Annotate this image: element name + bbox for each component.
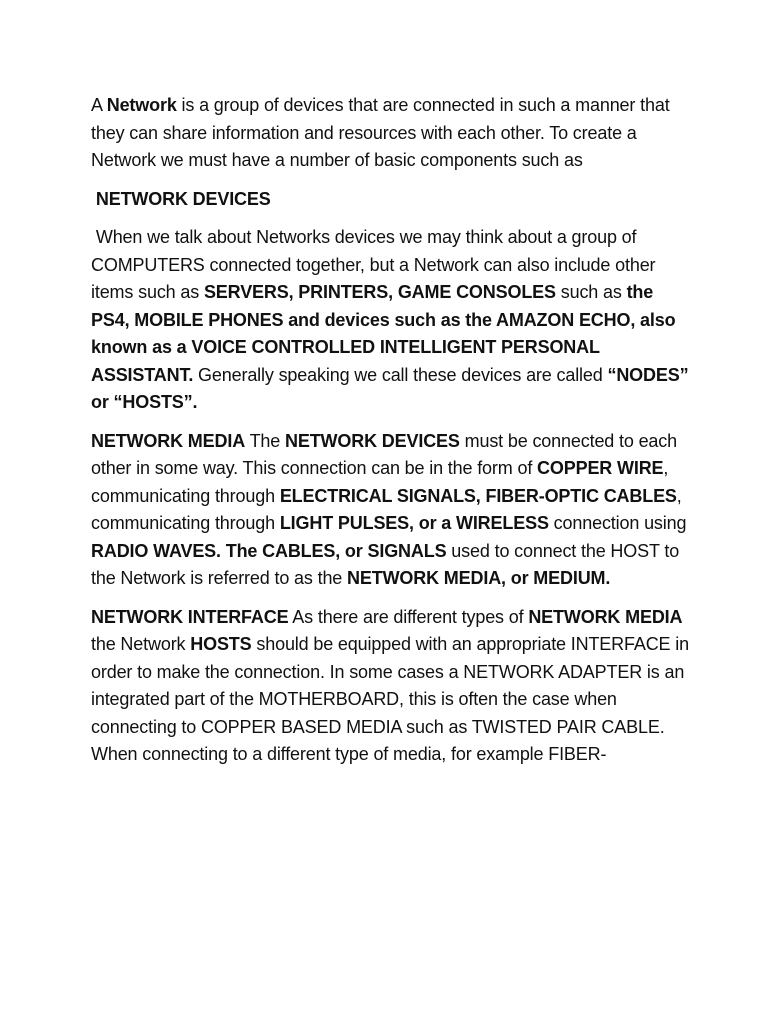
text-segment: the Network bbox=[91, 606, 688, 654]
bold-text-segment: RADIO WAVES. The CABLES, or SIGNALS bbox=[91, 540, 447, 561]
bold-text-segment: HOSTS bbox=[190, 634, 252, 654]
text-segment: used to connect the HOST to the Network is referred to as the bbox=[91, 540, 684, 588]
bold-text-segment: NETWORK MEDIA, or MEDIUM. bbox=[347, 568, 611, 588]
text-segment: When we talk about Networks devices we may think about a group of COMPUTERS connected together, but a Network can also include other items such as bbox=[91, 227, 661, 302]
bold-text-segment: NETWORK MEDIA bbox=[91, 430, 246, 451]
bold-text-segment: COPPER WIRE bbox=[537, 458, 664, 478]
text-segment: should be equipped with an appropriate INTERFACE in order to make the connection. In some cases a NETWORK ADAPTER is an integrated part of the MOTHERBOARD, this is often the case when connecting to COPPER BASED MEDIA such as TWISTED PAIR CABLE. When connecting to a different type of media, for example FIBER- bbox=[91, 634, 694, 764]
bold-text-segment: SERVERS, PRINTERS, GAME CONSOLES bbox=[203, 282, 556, 302]
paragraph-intro bbox=[91, 92, 691, 175]
text-segment: A bbox=[91, 95, 107, 115]
bold-text-segment: ELECTRICAL SIGNALS, FIBER-OPTIC CABLES bbox=[279, 485, 677, 506]
text-segment: Generally speaking we call these devices are called bbox=[193, 364, 608, 385]
text-segment: , communicating through bbox=[91, 485, 687, 533]
paragraph-network-media bbox=[91, 428, 691, 593]
section-heading-network-devices bbox=[91, 186, 691, 214]
text-segment: connection using bbox=[548, 513, 692, 533]
bold-text-segment: the PS4, MOBILE PHONES and devices such as the AMAZON ECHO, also known as a VOICE CONTROLLED INTELLIGENT PERSONAL ASSISTANT. bbox=[91, 282, 681, 385]
document-page bbox=[91, 92, 694, 780]
bold-text-segment: Network bbox=[106, 95, 177, 115]
text-segment: The bbox=[245, 430, 285, 451]
text-segment: must be connected to each other in some way. This connection can be in the form of bbox=[91, 430, 682, 478]
bold-text-segment: NETWORK DEVICES bbox=[285, 430, 460, 451]
paragraph-network-devices bbox=[91, 224, 694, 417]
text-segment: As there are different types of bbox=[288, 606, 529, 627]
heading-text: NETWORK DEVICES bbox=[91, 188, 271, 209]
text-segment: such as bbox=[555, 282, 627, 302]
text-segment: , communicating through bbox=[91, 458, 674, 506]
paragraph-network-interface bbox=[91, 604, 694, 769]
text-segment: is a group of devices that are connected in such a manner that they can share information and resources with each other. To create a Network we must have a number of basic components such as bbox=[91, 95, 675, 170]
bold-text-segment: NETWORK MEDIA bbox=[528, 606, 683, 627]
bold-text-segment: “NODES” or “HOSTS”. bbox=[91, 364, 694, 412]
bold-text-segment: NETWORK INTERFACE bbox=[91, 606, 289, 627]
bold-text-segment: LIGHT PULSES, or a WIRELESS bbox=[279, 513, 549, 533]
